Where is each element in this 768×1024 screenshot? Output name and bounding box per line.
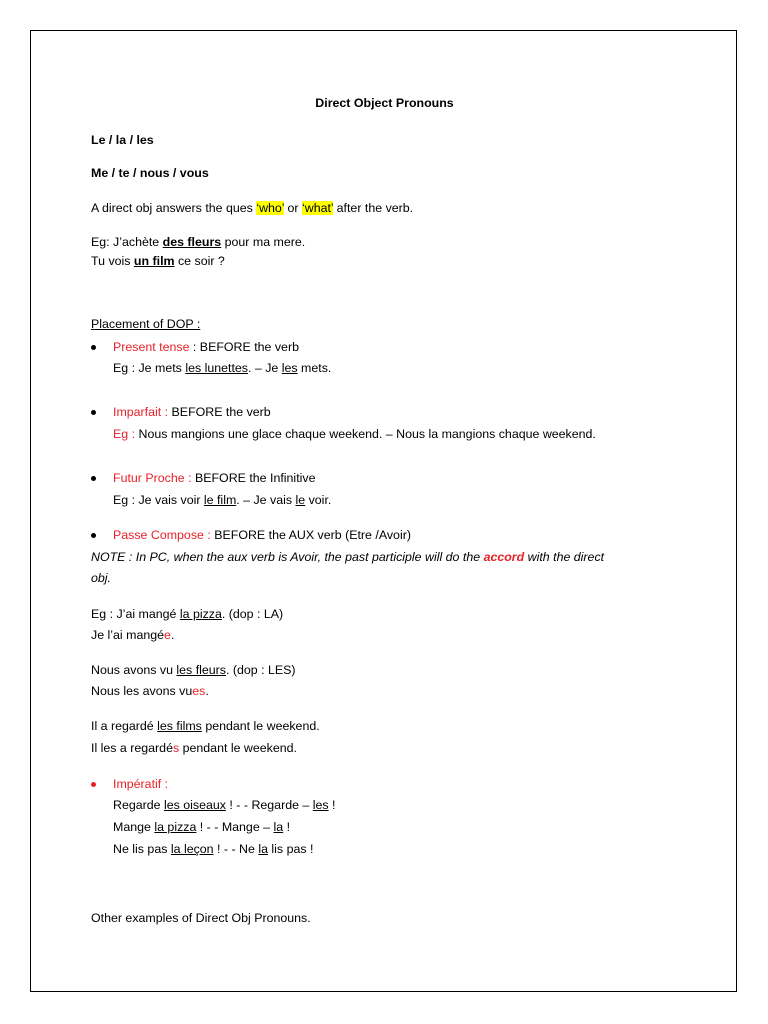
imperatif-l1-text-2: ! - - Regarde – <box>225 798 313 812</box>
futur-eg-text-3: voir. <box>305 493 332 507</box>
example-1-object: des fleurs <box>162 235 222 249</box>
pc-ex3-agreement: s <box>172 741 180 755</box>
bullet-present <box>91 345 96 350</box>
note-accord: accord <box>483 550 525 564</box>
imparfait-rule-line <box>113 404 271 420</box>
present-rule-line <box>113 339 299 355</box>
example-line-1 <box>91 234 305 250</box>
futur-eg-label: Eg : <box>113 493 136 507</box>
pc-ex3-object: les films <box>157 719 202 733</box>
present-rule: BEFORE the verb <box>196 340 299 354</box>
imperatif-l3-text-3: lis pas ! <box>267 842 314 856</box>
present-eg-text-3: mets. <box>297 361 332 375</box>
pc-ex1-text-2: . (dop : LA) <box>221 607 284 621</box>
futur-eg-text: Je vais voir <box>135 493 204 507</box>
pc-ex2-text: Nous avons vu <box>91 663 177 677</box>
pc-ex1-line2-accent: é <box>157 628 165 642</box>
pc-ex2-line2-dot: . <box>205 684 209 698</box>
pc-ex1-line2-text: Je l’ai mang <box>91 628 158 642</box>
present-eg-label: Eg : <box>113 361 136 375</box>
futur-eg-object: le film <box>203 493 237 507</box>
imperatif-l2-text-2: ! - - Mange – <box>196 820 274 834</box>
note-text: NOTE : In PC, when the aux verb is Avoir, the past participle will do the <box>91 550 484 564</box>
pc-ex2-agreement: es <box>192 684 206 698</box>
passe-rule: BEFORE the AUX verb (Etre /Avoir) <box>210 528 411 542</box>
definition-or: or <box>284 201 302 215</box>
imperatif-l1-text: Regarde <box>113 798 164 812</box>
futur-example-line <box>113 492 331 508</box>
futur-rule: BEFORE the Infinitive <box>191 471 316 485</box>
example-2-suffix: ce soir ? <box>174 254 225 268</box>
definition-line <box>91 200 413 216</box>
present-label: Present tense <box>113 340 190 354</box>
highlight-what: ‘what’ <box>302 201 334 215</box>
imparfait-example-line <box>113 426 596 442</box>
pc-ex3-line2-text: Il les a regardé <box>91 741 173 755</box>
imperatif-l2-text: Mange <box>113 820 155 834</box>
pc-ex3-line2-text-2: pendant le weekend. <box>179 741 297 755</box>
placement-heading: Placement of DOP : <box>91 317 201 331</box>
page-title: Direct Object Pronouns <box>315 96 454 110</box>
present-eg-text-2: . – Je <box>248 361 282 375</box>
bullet-imparfait <box>91 410 96 415</box>
pc-ex2-line2-text: Nous les avons vu <box>91 684 193 698</box>
highlight-who: ‘who’ <box>256 201 285 215</box>
futur-label: Futur Proche : <box>113 471 192 485</box>
imperatif-l3-pronoun: la <box>258 842 268 856</box>
imperatif-l2-object: la pizza <box>154 820 197 834</box>
pc-example-1-line-1 <box>91 606 283 622</box>
imperatif-line-1 <box>113 797 336 813</box>
passe-label: Passe Compose : <box>113 528 211 542</box>
pc-ex2-text-2: . (dop : LES) <box>226 663 296 677</box>
present-eg-pronoun: les <box>281 361 298 375</box>
imperatif-l1-text-3: ! <box>328 798 336 812</box>
note-line-1 <box>91 549 604 565</box>
imperatif-line-3 <box>113 841 313 857</box>
imperatif-l3-text: Ne lis pas <box>113 842 171 856</box>
pronouns-line-2: Me / te / nous / vous <box>91 166 209 180</box>
pc-ex1-eg-label: Eg : <box>91 607 114 621</box>
imperatif-l2-text-3: ! <box>283 820 291 834</box>
pc-example-1-line-2 <box>91 627 174 643</box>
pc-example-2-line-1 <box>91 662 296 678</box>
pc-example-3-line-1 <box>91 718 320 734</box>
bullet-futur <box>91 476 96 481</box>
present-eg-text: Je mets <box>135 361 186 375</box>
imperatif-label: Impératif : <box>113 777 169 791</box>
bullet-passe <box>91 533 96 538</box>
example-1-suffix: pour ma mere. <box>221 235 306 249</box>
example-2-object: un film <box>133 254 175 268</box>
futur-eg-text-2: . – Je vais <box>236 493 296 507</box>
pc-ex1-line2-dot: . <box>170 628 175 642</box>
present-example-line <box>113 360 331 376</box>
present-colon: : <box>189 340 197 354</box>
note-line-2: obj. <box>91 571 111 585</box>
pc-example-2-line-2 <box>91 683 209 699</box>
imperatif-l2-pronoun: la <box>273 820 284 834</box>
imperatif-line-2 <box>113 819 290 835</box>
example-2-prefix: Tu vois <box>91 254 134 268</box>
imperatif-l1-object: les oiseaux <box>163 798 226 812</box>
passe-rule-line <box>113 527 411 543</box>
futur-eg-pronoun: le <box>295 493 306 507</box>
bullet-imperatif <box>91 782 96 787</box>
pc-ex1-agreement: e <box>164 628 171 642</box>
present-eg-object: les lunettes <box>185 361 248 375</box>
pc-example-3-line-2 <box>91 740 297 756</box>
imperatif-l3-object: la leçon <box>170 842 214 856</box>
pronouns-line-1: Le / la / les <box>91 133 154 147</box>
imperatif-l3-text-2: ! - - Ne <box>213 842 259 856</box>
imperatif-l1-pronoun: les <box>312 798 329 812</box>
example-line-2 <box>91 253 225 269</box>
pc-ex3-text-2: pendant le weekend. <box>201 719 320 733</box>
pc-ex1-text: J’ai mangé <box>113 607 180 621</box>
definition-suffix: after the verb. <box>333 201 414 215</box>
note-text-2: with the direct <box>524 550 605 564</box>
document-page <box>30 30 737 992</box>
pc-ex1-object: la pizza <box>179 607 222 621</box>
footer-line: Other examples of Direct Obj Pronouns. <box>91 911 311 925</box>
pc-ex3-text: Il a regardé <box>91 719 158 733</box>
example-1-prefix: Eg: J’achète <box>91 235 163 249</box>
imparfait-rule: BEFORE the verb <box>168 405 271 419</box>
definition-text: A direct obj answers the ques <box>91 201 257 215</box>
imparfait-label: Imparfait : <box>113 405 169 419</box>
imparfait-eg-label: Eg : <box>113 427 136 441</box>
pc-ex2-object: les fleurs <box>176 663 226 677</box>
futur-rule-line <box>113 470 315 486</box>
imparfait-eg-text: Nous mangions une glace chaque weekend. – Nous la mangions chaque weekend. <box>135 427 596 441</box>
